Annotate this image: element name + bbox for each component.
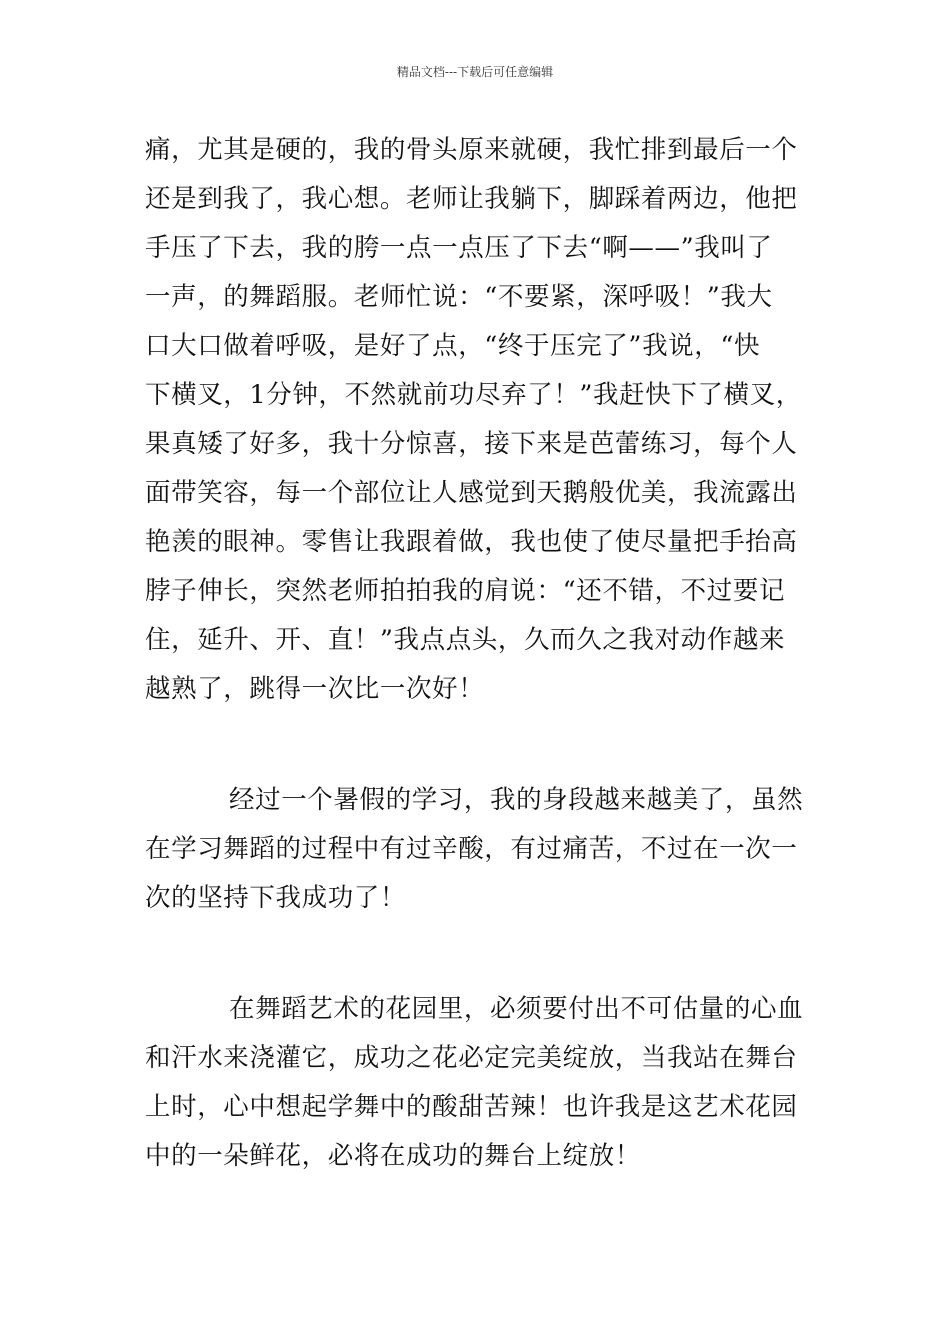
- text-line: 上时，心中想起学舞中的酸甜苦辣！也许我是这艺术花园: [145, 1092, 798, 1122]
- text-line: 中的一朵鲜花，必将在成功的舞台上绽放！: [145, 1141, 641, 1171]
- paragraph-2: [145, 776, 810, 923]
- text-line: 在舞蹈艺术的花园里，必须要付出不可估量的心血: [229, 994, 804, 1024]
- page-header: 精品文档---下载后可任意编辑: [396, 65, 554, 79]
- text-line: 下横叉，1分钟，不然就前功尽弃了！”我赶快下了横叉，: [145, 380, 802, 410]
- text-line: 越熟了，跳得一次比一次好！: [145, 674, 485, 704]
- text-line: 经过一个暑假的学习，我的身段越来越美了，虽然: [229, 785, 804, 815]
- text-line: 脖子伸长，突然老师拍拍我的肩说：“还不错，不过要记: [145, 576, 786, 606]
- text-line: 痛，尤其是硬的，我的骨头原来就硬，我忙排到最后一个: [145, 135, 798, 165]
- text-line: 艳羡的眼神。零售让我跟着做，我也使了使尽量把手抬高: [145, 527, 798, 557]
- paragraph-spacer: [145, 923, 810, 985]
- text-line: 口大口做着呼吸，是好了点，“终于压完了”我说，“快: [145, 331, 761, 361]
- paragraph-3: [145, 985, 810, 1181]
- document-body: [145, 126, 810, 1181]
- text-line: 手压了下去，我的胯一点一点压了下去“啊——”我叫了: [145, 233, 773, 263]
- text-line: 一声，的舞蹈服。老师忙说：“不要紧，深呼吸！”我大: [145, 282, 773, 312]
- text-line: 次的坚持下我成功了！: [145, 883, 407, 913]
- paragraph-spacer: [145, 714, 810, 776]
- paragraph-1: [145, 126, 810, 714]
- text-line: 还是到我了，我心想。老师让我躺下，脚踩着两边，他把: [145, 184, 798, 214]
- text-line: 面带笑容，每一个部位让人感觉到天鹅般优美，我流露出: [145, 478, 798, 508]
- text-line: 住，延升、开、直！”我点点头，久而久之我对动作越来: [145, 625, 786, 655]
- text-line: 果真矮了好多，我十分惊喜，接下来是芭蕾练习，每个人: [145, 429, 798, 459]
- text-line: 在学习舞蹈的过程中有过辛酸，有过痛苦，不过在一次一: [145, 834, 798, 864]
- text-line: 和汗水来浇灌它，成功之花必定完美绽放，当我站在舞台: [145, 1043, 798, 1073]
